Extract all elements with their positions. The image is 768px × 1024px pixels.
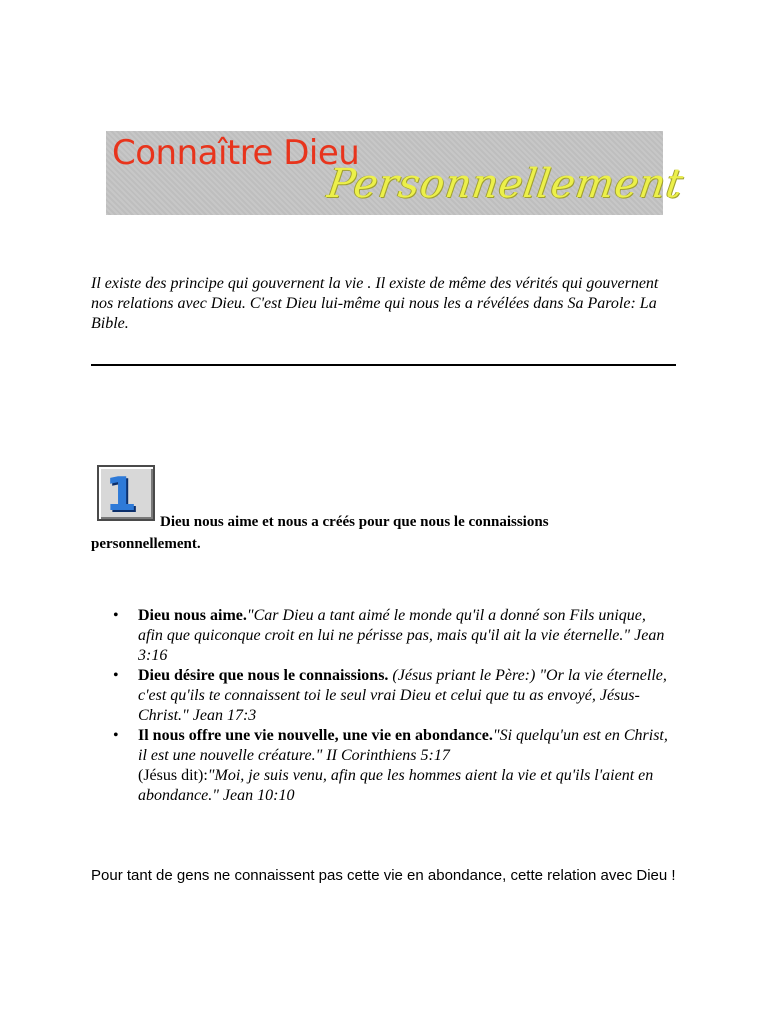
section-heading-continued: personnellement. [91, 536, 201, 552]
scripture-quote: "Si quelqu'un est en Christ, il est une nouvelle créature." II Corinthiens 5:17 [138, 727, 668, 764]
bullet-icon: • [113, 727, 119, 744]
scripture-quote: "Car Dieu a tant aimé le monde qu'il a donné son Fils unique, afin que quiconque croit en lui ne périsse pas, mais qu'il ait la vie éternelle." Jean 3:16 [138, 607, 665, 664]
number-one-icon [97, 465, 155, 521]
point-title: Dieu nous aime. [138, 607, 247, 624]
horizontal-divider [91, 364, 676, 366]
intro-paragraph: Il existe des principe qui gouvernent la vie . Il existe de même des vérités qui gouvernent nos relations avec Dieu. C'est Dieu lui-même qui nous les a révélées dans Sa Parole: La Bible. [91, 275, 659, 332]
list-item [113, 726, 673, 806]
speaker-note: (Jésus dit): [138, 767, 208, 784]
banner-title: Connaître Dieu [112, 133, 360, 173]
scripture-quote: (Jésus priant le Père:) "Or la vie éternelle, c'est qu'ils te connaissent toi le seul vrai Dieu et celui que tu as envoyé, Jésus-Christ." Jean 17:3 [138, 667, 667, 724]
banner-subtitle: Personnellement [324, 161, 687, 207]
point-title: Il nous offre une vie nouvelle, une vie en abondance. [138, 727, 493, 744]
point-list [113, 606, 673, 806]
point-title: Dieu désire que nous le connaissions. [138, 667, 389, 684]
list-item [113, 606, 673, 666]
banner-image [106, 131, 687, 215]
scripture-quote: "Moi, je suis venu, afin que les hommes aient la vie et qu'ils l'aient en abondance." Jean 10:10 [138, 767, 654, 804]
closing-paragraph: Pour tant de gens ne connaissent pas cette vie en abondance, cette relation avec Dieu ! [91, 867, 676, 884]
section-heading: Dieu nous aime et nous a créés pour que nous le connaissions [160, 514, 549, 530]
list-item [113, 666, 673, 726]
bullet-icon: • [113, 667, 119, 684]
section-number: 1 [105, 467, 138, 521]
bullet-icon: • [113, 607, 119, 624]
